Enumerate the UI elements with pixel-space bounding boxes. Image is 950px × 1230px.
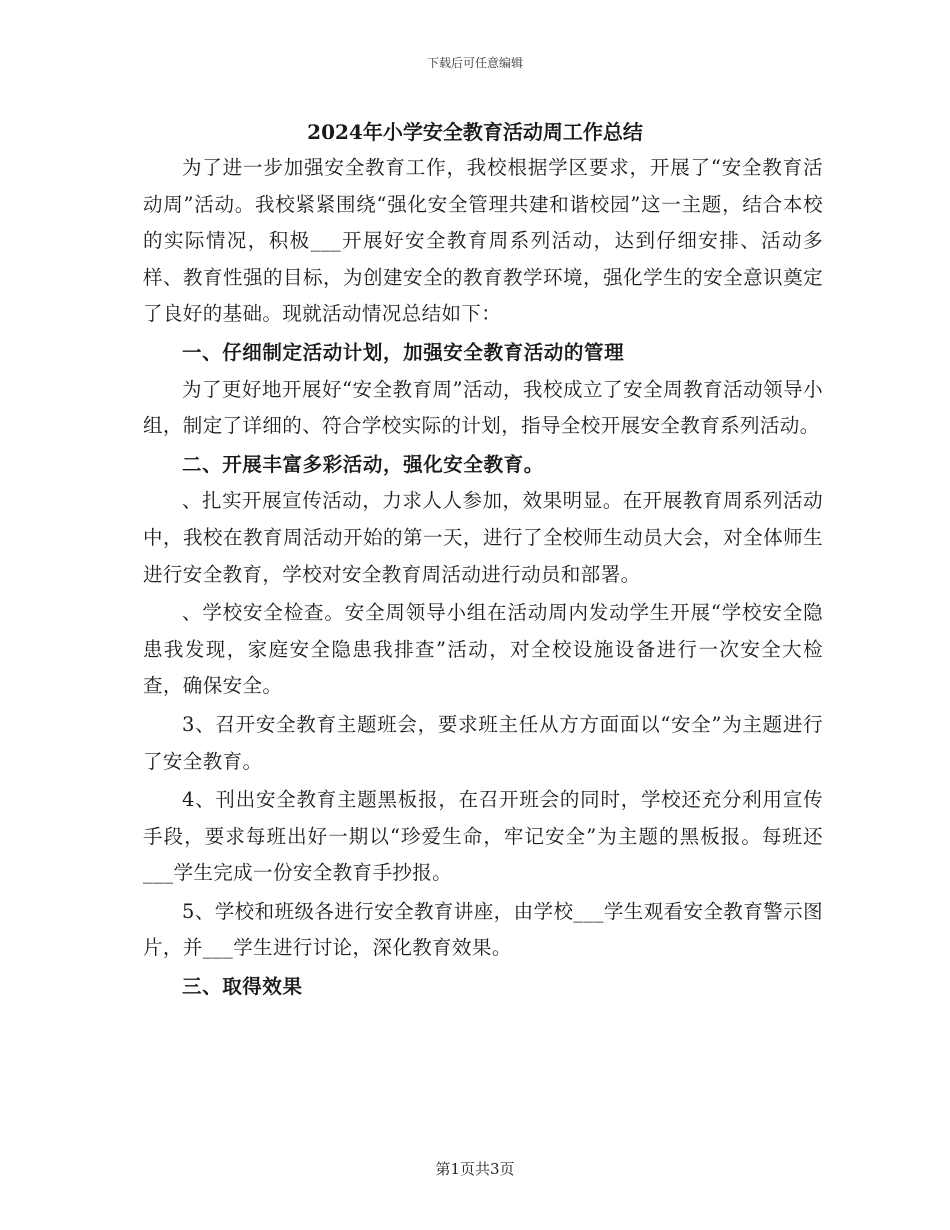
section-heading-2: 二、开展丰富多彩活动，强化安全教育。 <box>182 452 544 476</box>
section-heading-1: 一、仔细制定活动计划，加强安全教育活动的管理 <box>182 340 625 364</box>
section-heading-3: 三、取得效果 <box>182 975 303 999</box>
page-footer: 第1页共3页 <box>435 1160 515 1178</box>
document-title: 2024年小学安全教育活动周工作总结 <box>307 120 643 144</box>
paragraph-item-1: 、扎实开展宣传活动，力求人人参加，效果明显。在开展教育周系列活动中，我校在教育周活动开始的第一天，进行了全校师生动员大会，对全体师生进行安全教育，学校对安全教育周活动进行动员和部署。 <box>143 489 823 586</box>
document-body <box>143 150 823 1006</box>
paragraph-item-4: 4、刊出安全教育主题黑板报，在召开班会的同时，学校还充分利用宣传手段，要求每班出好一期以“珍爱生命，牢记安全”为主题的黑板报。每班还___学生完成一份安全教育手抄报。 <box>143 788 823 885</box>
paragraph-item-3: 3、召开安全教育主题班会，要求班主任从方方面面以“安全”为主题进行了安全教育。 <box>143 712 823 773</box>
paragraph-item-2: 、学校安全检查。安全周领导小组在活动周内发动学生开展“学校安全隐患我发现，家庭安全隐患我排查”活动，对全校设施设备进行一次安全大检查，确保安全。 <box>143 601 823 698</box>
header-note: 下载后可任意编辑 <box>426 56 523 70</box>
paragraph-section-1: 为了更好地开展好“安全教育周”活动，我校成立了安全周教育活动领导小组，制定了详细的、符合学校实际的计划，指导全校开展安全教育系列活动。 <box>143 377 823 438</box>
paragraph-item-5: 5、学校和班级各进行安全教育讲座，由学校___学生观看安全教育警示图片，并___学生进行讨论，深化教育效果。 <box>143 899 823 960</box>
paragraph-intro: 为了进一步加强安全教育工作，我校根据学区要求，开展了“安全教育活动周”活动。我校紧紧围绕“强化安全管理共建和谐校园”这一主题，结合本校的实际情况，积极___开展好安全教育周系列活动，达到仔细安排、活动多样、教育性强的目标，为创建安全的教育教学环境，强化学生的安全意识奠定了良好的基础。现就活动情况总结如下： <box>143 156 823 326</box>
